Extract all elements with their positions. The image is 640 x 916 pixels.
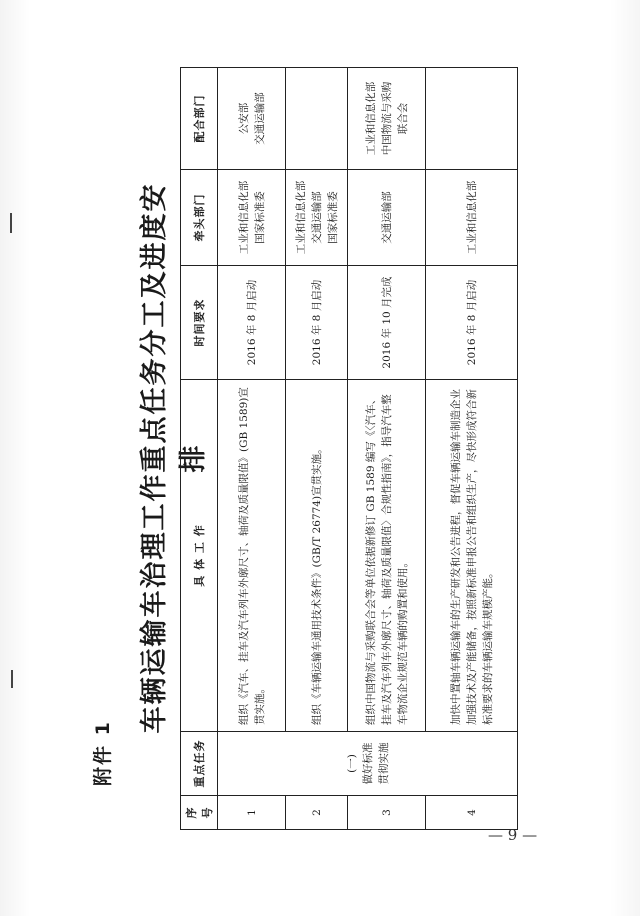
page-number: — 9 —	[488, 826, 538, 844]
cell-serial: 4	[426, 796, 518, 830]
cell-coop-dept: 工业和信息化部 中国物流与采购 联合会	[348, 68, 426, 170]
header-key-task: 重点任务	[181, 732, 218, 796]
cell-serial: 1	[218, 796, 286, 830]
table-row	[218, 68, 286, 830]
cell-serial: 2	[286, 796, 348, 830]
cell-work: 组织中国物流与采购联合会等单位依据新修订 GB 1589 编写《〈汽车、挂车及汽车列车外廓尺寸、轴荷及质量限值〉合规性指南》，指导汽车整车物流企业规范车辆的购置和使用。	[348, 380, 426, 732]
header-serial: 序号	[181, 796, 218, 830]
cell-coop-dept	[286, 68, 348, 170]
header-coop-dept: 配合部门	[181, 68, 218, 170]
page-title: 车辆运输车治理工作重点任务分工及进度安排	[139, 182, 209, 734]
table-row	[286, 68, 348, 830]
cell-work: 组织《汽车、挂车及汽车列车外廓尺寸、轴荷及质量限值》(GB 1589)宣贯实施。	[218, 380, 286, 732]
binding-mark-top	[10, 213, 12, 233]
table-row	[348, 68, 426, 830]
cell-time: 2016 年 8 月启动	[218, 266, 286, 380]
key-task-line2: 贯彻实施	[377, 742, 390, 785]
rotated-page	[30, 18, 610, 898]
task-table	[180, 67, 518, 830]
header-work: 具 体 工 作	[181, 380, 218, 732]
cell-lead-dept: 工业和信息化部 国家标准委	[218, 170, 286, 266]
cell-time: 2016 年 10 月完成	[348, 266, 426, 380]
binding-mark-bottom	[11, 670, 13, 688]
cell-coop-dept: 公安部 交通运输部	[218, 68, 286, 170]
cell-time: 2016 年 8 月启动	[286, 266, 348, 380]
table-row	[426, 68, 518, 830]
cell-lead-dept: 工业和信息化部 交通运输部 国家标准委	[286, 170, 348, 266]
cell-lead-dept: 交通运输部	[348, 170, 426, 266]
cell-work: 加快中置轴车辆运输车的生产研发和公告进程，督促车辆运输车制造企业加强技术及产能储备，按照新标准申报公告和组织生产，尽快形成符合新标准要求的车辆运输车规模产能。	[426, 380, 518, 732]
key-task-line1: 做好标准	[361, 742, 374, 785]
header-time: 时间要求	[181, 266, 218, 380]
cell-key-task	[218, 732, 518, 796]
cell-time: 2016 年 8 月启动	[426, 266, 518, 380]
header-lead-dept: 牵头部门	[181, 170, 218, 266]
cell-coop-dept	[426, 68, 518, 170]
attachment-label: 附件 1	[92, 720, 114, 786]
cell-work: 组织《车辆运输车通用技术条件》(GB/T 26774)宣贯实施。	[286, 380, 348, 732]
table-header-row	[181, 68, 218, 830]
cell-serial: 3	[348, 796, 426, 830]
cell-lead-dept: 工业和信息化部	[426, 170, 518, 266]
key-task-number: (一)	[345, 754, 358, 773]
